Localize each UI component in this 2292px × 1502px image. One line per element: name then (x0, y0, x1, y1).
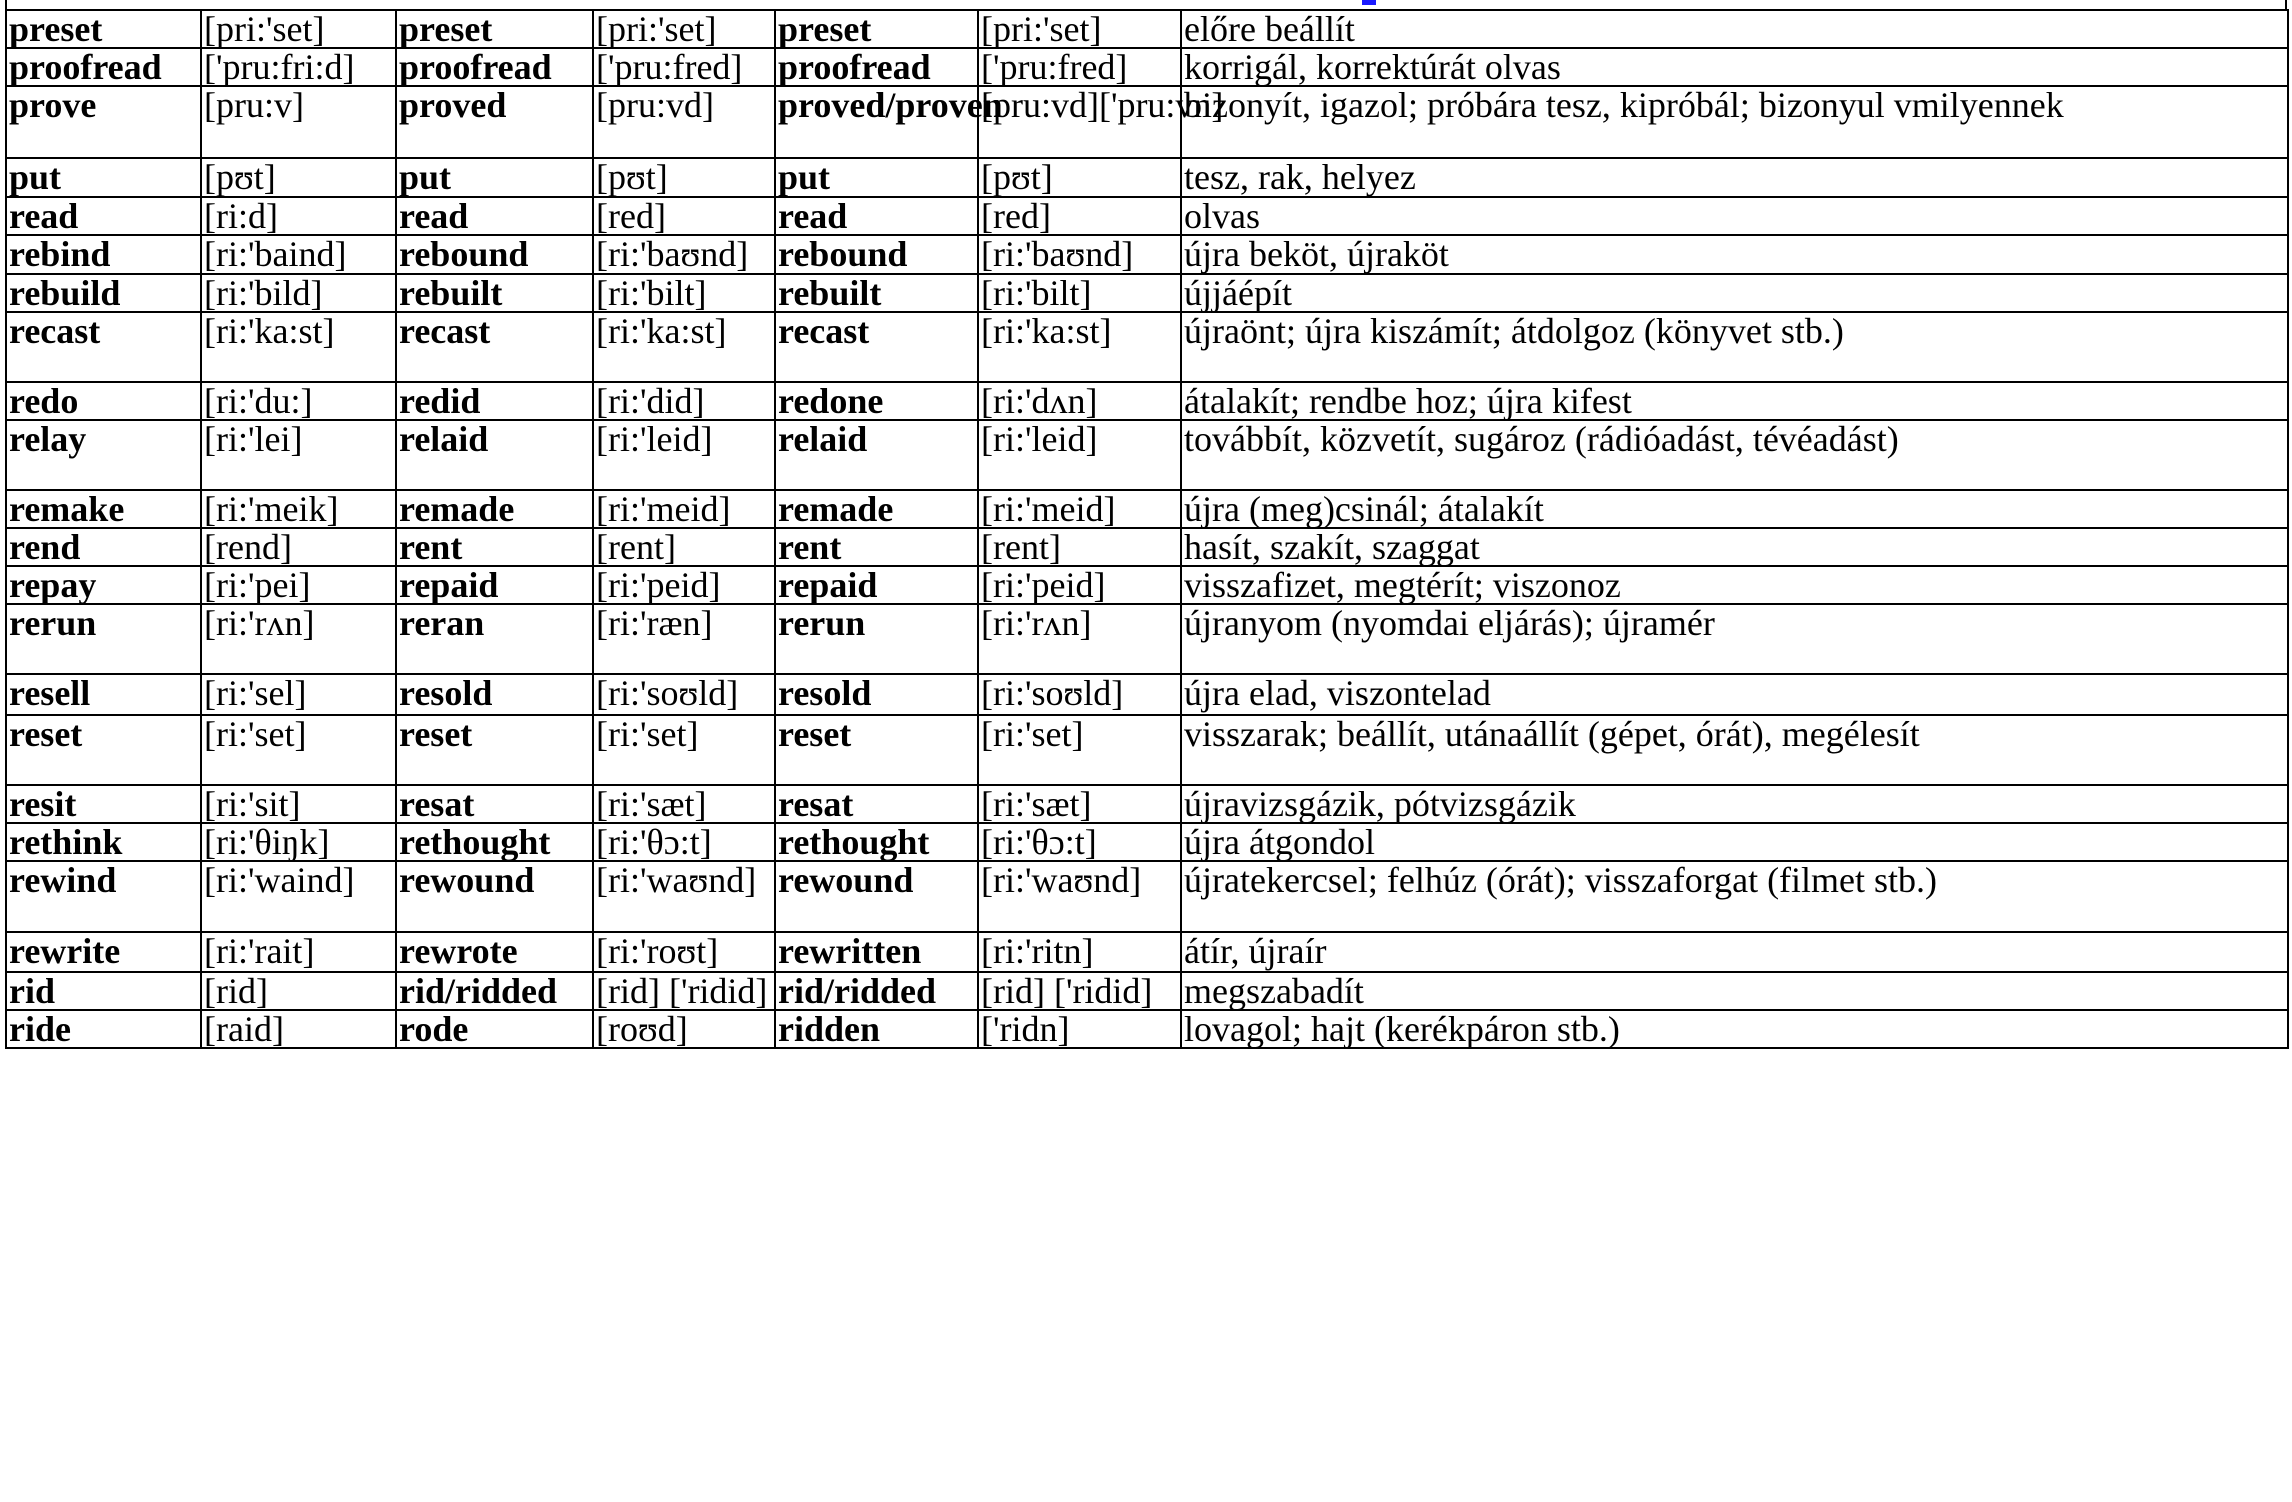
past-form-cell: rewound (396, 861, 593, 932)
table-row (6, 604, 2288, 674)
past-pronunciation-cell: [ri:'meid] (593, 490, 775, 528)
participle-form-cell: preset (775, 10, 978, 48)
past-pronunciation-cell: [ri:'roʊt] (593, 932, 775, 972)
base-pronunciation-cell: [rid] (201, 972, 396, 1010)
table-row (6, 861, 2288, 932)
base-form-cell: rewind (6, 861, 201, 932)
participle-pronunciation-cell: [pʊt] (978, 158, 1181, 197)
base-form-cell: read (6, 197, 201, 235)
participle-form-cell: rewound (775, 861, 978, 932)
base-pronunciation-cell: [ri:'du:] (201, 382, 396, 420)
participle-pronunciation-cell: [red] (978, 197, 1181, 235)
participle-form-cell: ridden (775, 1010, 978, 1048)
base-form-cell: rend (6, 528, 201, 566)
past-pronunciation-cell: [pʊt] (593, 158, 775, 197)
meaning-cell: továbbít, közvetít, sugároz (rádióadást, tévéadást) (1181, 420, 2288, 490)
meaning-cell: újranyom (nyomdai eljárás); újramér (1181, 604, 2288, 674)
meaning-cell: újraönt; újra kiszámít; átdolgoz (könyvet stb.) (1181, 312, 2288, 382)
participle-form-cell: resat (775, 785, 978, 823)
past-form-cell: reset (396, 715, 593, 785)
past-pronunciation-cell: [red] (593, 197, 775, 235)
base-pronunciation-cell: [ri:'θiŋk] (201, 823, 396, 861)
base-form-cell: rerun (6, 604, 201, 674)
verb-table-body (6, 10, 2288, 1048)
base-form-cell: proofread (6, 48, 201, 86)
base-pronunciation-cell: [ri:'meik] (201, 490, 396, 528)
past-pronunciation-cell: [ri:'sæt] (593, 785, 775, 823)
past-form-cell: resat (396, 785, 593, 823)
participle-form-cell: rent (775, 528, 978, 566)
past-pronunciation-cell: [ri:'soʊld] (593, 674, 775, 715)
base-form-cell: rebuild (6, 274, 201, 312)
meaning-cell: lovagol; hajt (kerékpáron stb.) (1181, 1010, 2288, 1048)
meaning-cell: hasít, szakít, szaggat (1181, 528, 2288, 566)
table-row (6, 785, 2288, 823)
past-form-cell: rode (396, 1010, 593, 1048)
base-pronunciation-cell: ['pru:fri:d] (201, 48, 396, 86)
past-pronunciation-cell: [pru:vd] (593, 86, 775, 158)
participle-form-cell: reset (775, 715, 978, 785)
participle-pronunciation-cell: [rent] (978, 528, 1181, 566)
participle-pronunciation-cell: [ri:'rʌn] (978, 604, 1181, 674)
table-top-edge (5, 0, 2287, 9)
participle-pronunciation-cell: ['ridn] (978, 1010, 1181, 1048)
base-form-cell: repay (6, 566, 201, 604)
irregular-verbs-table (5, 9, 2289, 1049)
meaning-cell: bizonyít, igazol; próbára tesz, kipróbál; bizonyul vmilyennek (1181, 86, 2288, 158)
table-row (6, 674, 2288, 715)
participle-form-cell: redone (775, 382, 978, 420)
base-form-cell: rebind (6, 235, 201, 274)
base-form-cell: preset (6, 10, 201, 48)
participle-pronunciation-cell: [ri:'baʊnd] (978, 235, 1181, 274)
participle-pronunciation-cell: [ri:'meid] (978, 490, 1181, 528)
participle-pronunciation-cell: [pri:'set] (978, 10, 1181, 48)
participle-form-cell: proved/proven (775, 86, 978, 158)
table-row (6, 490, 2288, 528)
participle-form-cell: rerun (775, 604, 978, 674)
past-pronunciation-cell: [ri:'baʊnd] (593, 235, 775, 274)
participle-form-cell: rewritten (775, 932, 978, 972)
meaning-cell: megszabadít (1181, 972, 2288, 1010)
participle-form-cell: relaid (775, 420, 978, 490)
past-pronunciation-cell: [ri:'leid] (593, 420, 775, 490)
table-row (6, 528, 2288, 566)
meaning-cell: újratekercsel; felhúz (órát); visszaforgat (filmet stb.) (1181, 861, 2288, 932)
participle-form-cell: remade (775, 490, 978, 528)
past-pronunciation-cell: [ri:'waʊnd] (593, 861, 775, 932)
past-pronunciation-cell: [ri:'ka:st] (593, 312, 775, 382)
base-form-cell: resell (6, 674, 201, 715)
meaning-cell: visszarak; beállít, utánaállít (gépet, órát), megélesít (1181, 715, 2288, 785)
participle-form-cell: rid/ridded (775, 972, 978, 1010)
base-pronunciation-cell: [ri:'waind] (201, 861, 396, 932)
participle-form-cell: rebuilt (775, 274, 978, 312)
past-form-cell: rewrote (396, 932, 593, 972)
base-pronunciation-cell: [ri:'sit] (201, 785, 396, 823)
meaning-cell: újra átgondol (1181, 823, 2288, 861)
past-form-cell: read (396, 197, 593, 235)
past-form-cell: put (396, 158, 593, 197)
base-form-cell: remake (6, 490, 201, 528)
past-form-cell: resold (396, 674, 593, 715)
table-row (6, 823, 2288, 861)
participle-pronunciation-cell: [ri:'ka:st] (978, 312, 1181, 382)
participle-pronunciation-cell: [ri:'sæt] (978, 785, 1181, 823)
table-row (6, 235, 2288, 274)
base-pronunciation-cell: [ri:'rʌn] (201, 604, 396, 674)
participle-form-cell: recast (775, 312, 978, 382)
base-pronunciation-cell: [rend] (201, 528, 396, 566)
base-pronunciation-cell: [ri:'rait] (201, 932, 396, 972)
participle-form-cell: repaid (775, 566, 978, 604)
past-form-cell: relaid (396, 420, 593, 490)
past-form-cell: remade (396, 490, 593, 528)
meaning-cell: visszafizet, megtérít; viszonoz (1181, 566, 2288, 604)
meaning-cell: olvas (1181, 197, 2288, 235)
table-row (6, 932, 2288, 972)
past-pronunciation-cell: [rid] ['ridid] (593, 972, 775, 1010)
base-form-cell: redo (6, 382, 201, 420)
base-form-cell: prove (6, 86, 201, 158)
base-form-cell: rethink (6, 823, 201, 861)
table-row (6, 158, 2288, 197)
table-row (6, 10, 2288, 48)
table-row (6, 715, 2288, 785)
participle-form-cell: resold (775, 674, 978, 715)
table-row (6, 1010, 2288, 1048)
meaning-cell: átalakít; rendbe hoz; újra kifest (1181, 382, 2288, 420)
table-row (6, 566, 2288, 604)
participle-pronunciation-cell: ['pru:fred] (978, 48, 1181, 86)
meaning-cell: előre beállít (1181, 10, 2288, 48)
past-pronunciation-cell: [ri:'ræn] (593, 604, 775, 674)
base-form-cell: put (6, 158, 201, 197)
past-form-cell: rent (396, 528, 593, 566)
meaning-cell: újra elad, viszontelad (1181, 674, 2288, 715)
past-form-cell: rebound (396, 235, 593, 274)
table-row (6, 420, 2288, 490)
past-pronunciation-cell: [rent] (593, 528, 775, 566)
participle-form-cell: rethought (775, 823, 978, 861)
past-form-cell: proved (396, 86, 593, 158)
base-form-cell: reset (6, 715, 201, 785)
past-form-cell: recast (396, 312, 593, 382)
participle-form-cell: proofread (775, 48, 978, 86)
participle-pronunciation-cell: [ri:'waʊnd] (978, 861, 1181, 932)
meaning-cell: korrigál, korrektúrát olvas (1181, 48, 2288, 86)
participle-form-cell: rebound (775, 235, 978, 274)
past-form-cell: repaid (396, 566, 593, 604)
participle-pronunciation-cell: [ri:'bilt] (978, 274, 1181, 312)
meaning-cell: tesz, rak, helyez (1181, 158, 2288, 197)
table-row (6, 382, 2288, 420)
participle-pronunciation-cell: [ri:'dʌn] (978, 382, 1181, 420)
participle-pronunciation-cell: [ri:'ritn] (978, 932, 1181, 972)
base-pronunciation-cell: [pru:v] (201, 86, 396, 158)
participle-pronunciation-cell: [rid] ['ridid] (978, 972, 1181, 1010)
base-form-cell: ride (6, 1010, 201, 1048)
participle-pronunciation-cell: [ri:'leid] (978, 420, 1181, 490)
past-pronunciation-cell: [ri:'bilt] (593, 274, 775, 312)
participle-pronunciation-cell: [pru:vd]['pru:vn] (978, 86, 1181, 158)
past-pronunciation-cell: [ri:'set] (593, 715, 775, 785)
base-pronunciation-cell: [ri:'set] (201, 715, 396, 785)
table-row (6, 274, 2288, 312)
meaning-cell: újra (meg)csinál; átalakít (1181, 490, 2288, 528)
past-form-cell: rethought (396, 823, 593, 861)
base-form-cell: resit (6, 785, 201, 823)
base-pronunciation-cell: [ri:'lei] (201, 420, 396, 490)
past-form-cell: rebuilt (396, 274, 593, 312)
base-form-cell: rid (6, 972, 201, 1010)
past-pronunciation-cell: [ri:'did] (593, 382, 775, 420)
past-pronunciation-cell: [pri:'set] (593, 10, 775, 48)
table-row (6, 312, 2288, 382)
base-pronunciation-cell: [ri:'pei] (201, 566, 396, 604)
base-pronunciation-cell: [ri:'bild] (201, 274, 396, 312)
meaning-cell: újravizsgázik, pótvizsgázik (1181, 785, 2288, 823)
past-form-cell: rid/ridded (396, 972, 593, 1010)
table-row (6, 197, 2288, 235)
table-row (6, 86, 2288, 158)
base-pronunciation-cell: [ri:'sel] (201, 674, 396, 715)
past-form-cell: redid (396, 382, 593, 420)
participle-form-cell: read (775, 197, 978, 235)
cropped-heading-fragment (1362, 0, 1376, 5)
meaning-cell: újjáépít (1181, 274, 2288, 312)
participle-pronunciation-cell: [ri:'peid] (978, 566, 1181, 604)
participle-pronunciation-cell: [ri:'soʊld] (978, 674, 1181, 715)
participle-form-cell: put (775, 158, 978, 197)
base-form-cell: rewrite (6, 932, 201, 972)
base-pronunciation-cell: [ri:'baind] (201, 235, 396, 274)
base-pronunciation-cell: [ri:'ka:st] (201, 312, 396, 382)
base-pronunciation-cell: [raid] (201, 1010, 396, 1048)
base-pronunciation-cell: [ri:d] (201, 197, 396, 235)
table-row (6, 48, 2288, 86)
base-pronunciation-cell: [pʊt] (201, 158, 396, 197)
base-form-cell: recast (6, 312, 201, 382)
past-pronunciation-cell: [ri:'peid] (593, 566, 775, 604)
meaning-cell: átír, újraír (1181, 932, 2288, 972)
meaning-cell: újra beköt, újraköt (1181, 235, 2288, 274)
past-form-cell: reran (396, 604, 593, 674)
past-pronunciation-cell: [ri:'θɔ:t] (593, 823, 775, 861)
base-form-cell: relay (6, 420, 201, 490)
base-pronunciation-cell: [pri:'set] (201, 10, 396, 48)
past-form-cell: proofread (396, 48, 593, 86)
table-row (6, 972, 2288, 1010)
past-pronunciation-cell: [roʊd] (593, 1010, 775, 1048)
past-pronunciation-cell: ['pru:fred] (593, 48, 775, 86)
participle-pronunciation-cell: [ri:'set] (978, 715, 1181, 785)
past-form-cell: preset (396, 10, 593, 48)
participle-pronunciation-cell: [ri:'θɔ:t] (978, 823, 1181, 861)
